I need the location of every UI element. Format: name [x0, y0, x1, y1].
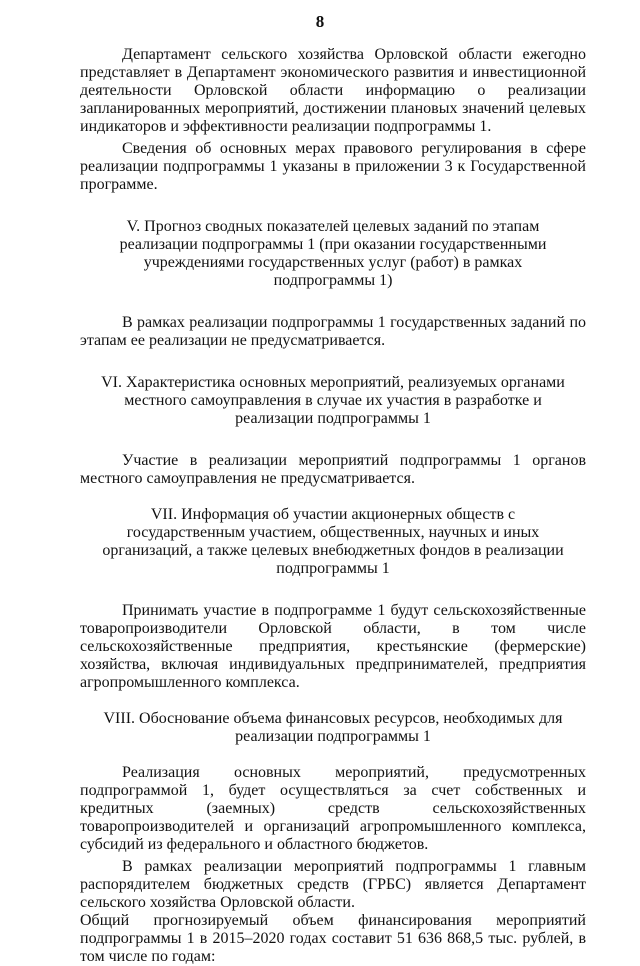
page-number: 8 — [315, 12, 325, 31]
paragraph-participants: Принимать участие в подпрограмме 1 будут сельскохозяйственные товаропроизводители Орловской области, в том числе сельскохозяйственные предприятия, крестьянские (фермерские) хозяйства, включая индивидуальных предпринимателей, предприятия агропромышленного комплекса. — [80, 602, 586, 691]
paragraph-reporting: Департамент сельского хозяйства Орловской области ежегодно представляет в Департамент экономического развития и инвестиционной деятельности Орловской области информацию о реализации запланированных мероприятий, достижении плановых значений целевых индикаторов и эффективности реализации подпрограммы 1. — [80, 46, 586, 135]
paragraph-grbs: В рамках реализации мероприятий подпрограммы 1 главным распорядителем бюджетных средств (ГРБС) является Департамент сельского хозяйства Орловской области. — [80, 858, 586, 911]
paragraph-funding-sources: Реализация основных мероприятий, предусмотренных подпрограммой 1, будет осуществляться за счет собственных и кредитных (заемных) средств сельскохозяйственных товаропроизводителей и организаций агропромышленного комплекса, субсидий из федерального и областного бюджетов. — [80, 764, 586, 853]
section-heading-viii: VIII. Обоснование объема финансовых ресурсов, необходимых для реализации подпрограммы 1 — [103, 710, 563, 745]
paragraph-legal-regulation: Сведения об основных мерах правового регулирования в сфере реализации подпрограммы 1 указаны в приложении 3 к Государственной программе. — [80, 140, 586, 193]
paragraph-total-funding: Общий прогнозируемый объем финансирования мероприятий подпрограммы 1 в 2015–2020 годах составит 51 636 868,5 тыс. рублей, в том числе по годам: — [80, 912, 586, 965]
paragraph-state-tasks: В рамках реализации подпрограммы 1 государственных заданий по этапам ее реализации не предусматривается. — [80, 314, 586, 349]
section-heading-vii: VII. Информация об участии акционерных обществ с государственным участием, общественных, научных и иных организаций, а также целевых внебюджетных фондов в реализации подпрограммы 1 — [102, 506, 564, 577]
section-heading-vi: VI. Характеристика основных мероприятий, реализуемых органами местного самоуправления в случае их участия в разработке и реализации подпрограммы 1 — [101, 374, 565, 427]
section-heading-v: V. Прогноз сводных показателей целевых заданий по этапам реализации подпрограммы 1 (при оказании государственными учреждениями государственных услуг (работ) в рамках подпрограммы 1) — [119, 218, 547, 289]
paragraph-local-government: Участие в реализации мероприятий подпрограммы 1 органов местного самоуправления не предусматривается. — [80, 452, 586, 487]
document-body — [80, 46, 586, 966]
